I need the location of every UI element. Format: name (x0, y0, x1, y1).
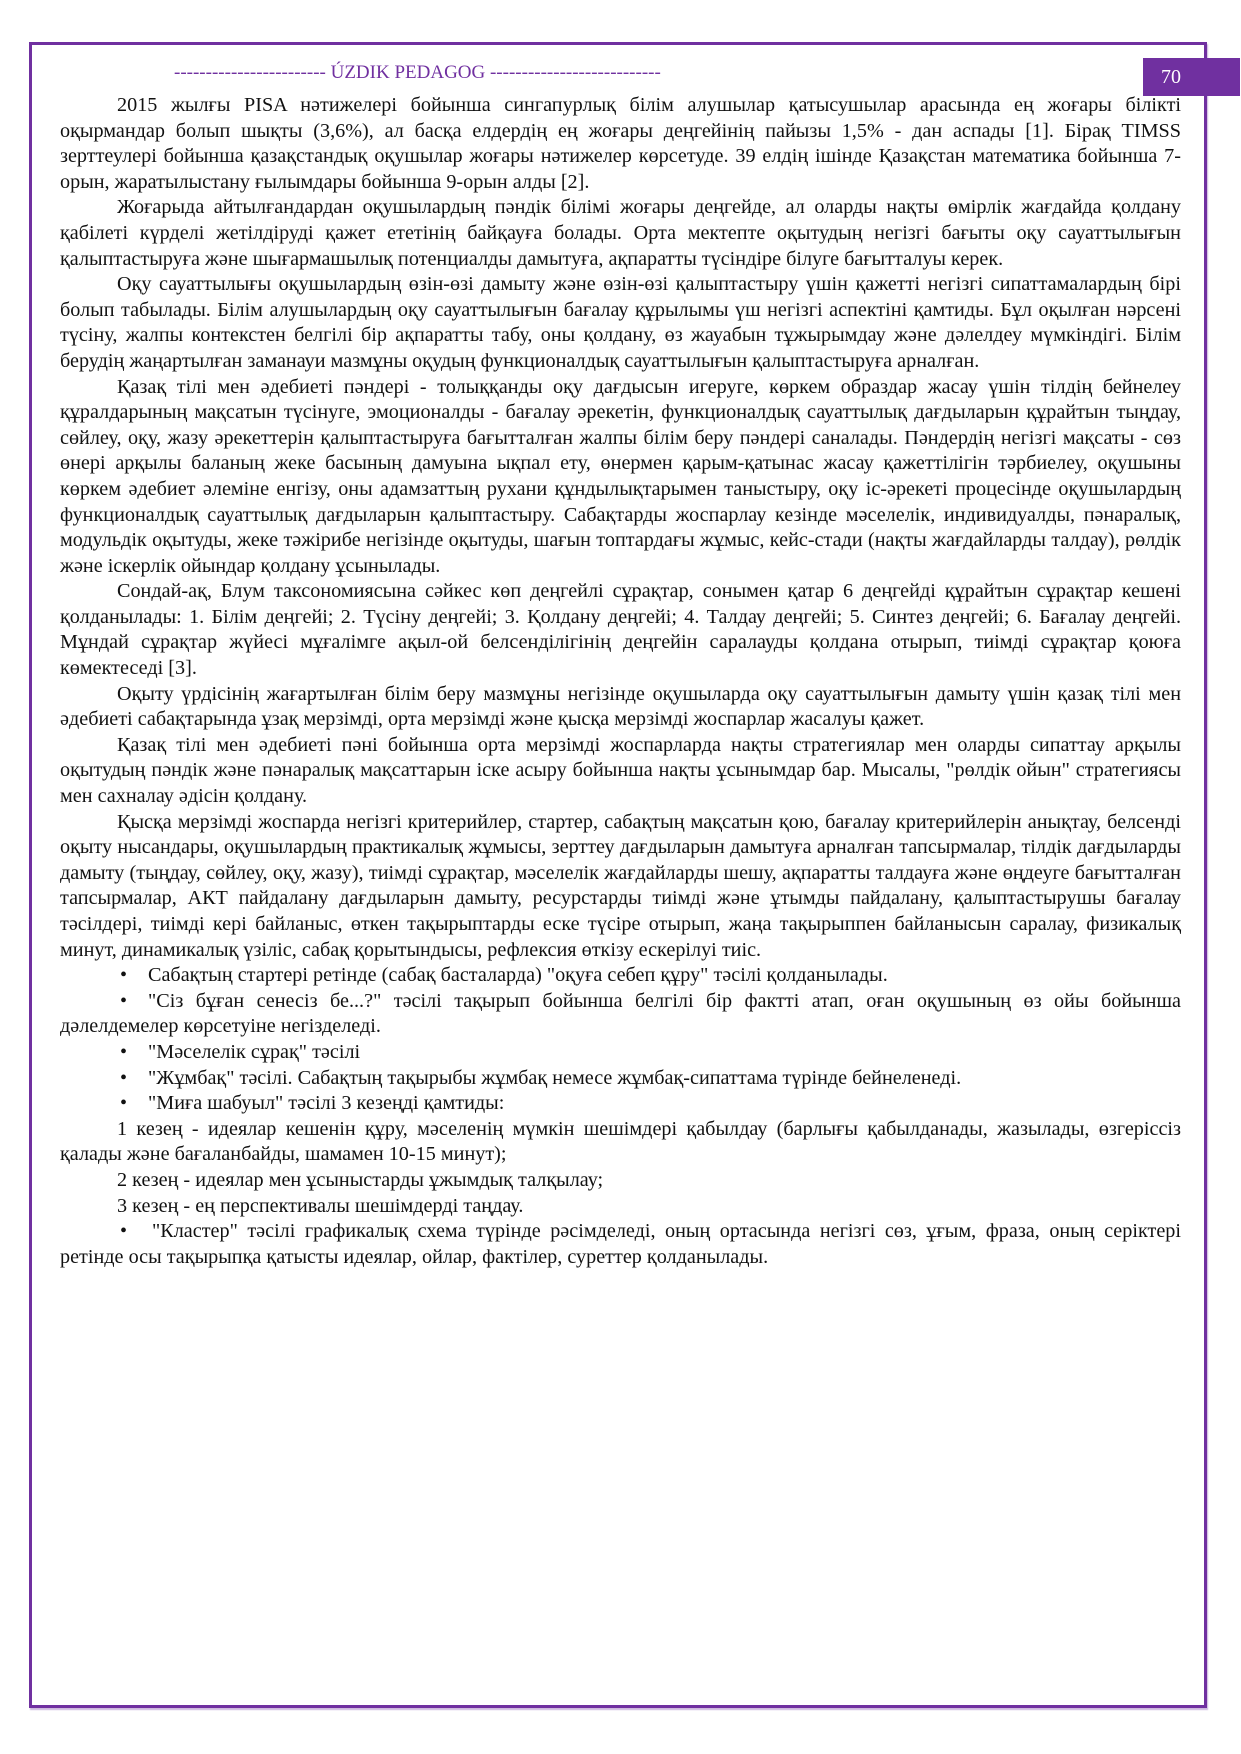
paragraph-pisa-results: 2015 жылғы PISA нәтижелері бойынша сингапурлық білім алушылар қатысушылар арасында ең жоғары білікті оқырмандар болып шықты (3,6%), ал басқа елдердің ең жоғары деңгейінің пайызы 1,5% - дан аспады [1]. Бірақ TIMSS зерттеулері бойынша қазақстандық оқушылар жоғары нәтижелер көрсетуде. 39 елдің ішінде Қазақстан математика бойынша 7-орын, жаратылыстану ғылымдары бойынша 9-орын алды [2]. (60, 94, 1181, 193)
bullet-text: "Сіз бұған сенесіз бе...?" тәсілі тақырып бойынша белгілі бір фактті атап, оған оқушының өз ойы бойынша дәлелдемелер көрсетуіне негізделеді. (60, 989, 1181, 1038)
brainstorm-stage-3: 3 кезең - ең перспективалы шешімдерді таңдау. (117, 1194, 524, 1217)
paragraph-kazakh-language-subjects: Қазақ тілі мен әдебиеті пәндері - толыққанды оқу дағдысын игеруге, көркем образдар жасау үшін тілдің бейнелеу құралдарының мақсатын түсінуге, эмоционалды - бағалау әрекетін, функционалдық сауаттылық дағдыларын құрайтын тыңдау, сөйлеу, оқу, жазу әрекеттерін қалыптастыруға бағытталған жалпы білім беру пәндері саналады. Пәндердің негізгі мақсаты - сөз өнері арқылы баланың жеке басының дамуына ықпал ету, өнермен қарым-қатынас жасау қажеттілігін тәрбиелеу, оқушыны көркем әдебиет әлеміне енгізу, оны адамзаттың рухани құндылықтарымен таныстыру, оқу іс-әрекеті процесінде оқушылардың функционалдық сауаттылық дағдыларын қалыптастыру. Сабақтарды жоспарлау кезінде мәселелік, индивидуалды, пәнаралық, модульдік оқытуды, жеке тәжірибе негізінде оқытуды, шағын топтардағы жұмыс, кейс-стади (нақты жағдайларды талдау), рөлдік және іскерлік ойындар қолдану ұсынылады. (60, 375, 1181, 577)
bullet-icon (120, 1066, 148, 1092)
bullet-icon (120, 1040, 148, 1066)
bullet-item-riddle (60, 1066, 1181, 1092)
bullet-icon (120, 989, 148, 1015)
bullet-text: "Кластер" тәсілі графикалық схема түрінде рәсімделеді, оның ортасында негізгі сөз, ұғым, фраза, оның серіктері ретінде осы тақырыпқа қатысты идеялар, ойлар, фактілер, суреттер қолданылады. (60, 1220, 1181, 1268)
bullet-text: "Жұмбақ" тәсілі. Сабақтың тақырыбы жұмбақ немесе жұмбақ-сипаттама түрінде бейнеленеді. (148, 1066, 962, 1089)
paragraph-short-term-plans: Қысқа мерзімді жоспарда негізгі критерийлер, стартер, сабақтың мақсатын қою, бағалау критерийлерін анықтау, белсенді оқыту нысандары, оқушылардың практикалық жұмысы, зерттеу дағдыларын дамытуға арналған тапсырмалар, тілдік дағдыларды дамыту (тыңдау, сөйлеу, оқу, жазу), тиімді сұрақтар, мәселелік жағдайларды шешу, ақпаратты талдауға және өңдеуге бағытталған тапсырмалар, АКТ пайдалану дағдыларын дамыту, ресурстарды тиімді және ұтымды пайдалану, қалыптастырушы бағалау тәсілдері, тиімді кері байланыс, өткен тақырыптарды еске түсіре отырып, жаңа тақырыппен байланысын саралау, физикалық минут, динамикалық үзіліс, сабақ қорытындысы, рефлексия өткізу ескерілуі тиіс. (60, 810, 1181, 961)
journal-header-title: ------------------------ ÚZDIK PEDAGOG --------------------------- (174, 62, 661, 83)
bullet-item-do-you-believe (60, 989, 1181, 1040)
article-body (60, 93, 1181, 1270)
bullet-item-problem-question (60, 1040, 1181, 1066)
paragraph-subject-knowledge: Жоғарыда айтылғандардан оқушылардың пәндік білімі жоғары деңгейде, ал оларды нақты өмірлік жағдайда қолдану қабілеті күрделі жетілдіруді қажет ететінің байқауға болады. Орта мектепте оқытудың негізгі бағыты оқу сауаттылығын қалыптастыруға және шығармашылық потенциалды дамытуға, ақпаратты түсіндіре білуге бағытталуы керек. (60, 196, 1181, 270)
brainstorm-stage-2: 2 кезең - идеялар мен ұсыныстарды ұжымдық талқылау; (117, 1168, 604, 1191)
page-number-badge: 70 (1143, 58, 1240, 96)
bullet-item-brainstorm (60, 1091, 1181, 1117)
bullet-item-starter (60, 963, 1181, 989)
paragraph-medium-term-plans: Қазақ тілі мен әдебиеті пәні бойынша орта мерзімді жоспарларда нақты стратегиялар мен оларды сипаттау арқылы оқытудың пәндік және пәнаралық мақсаттарын іске асыру бойынша нақты ұсынымдар бар. Мысалы, "рөлдік ойын" стратегиясы мен сахналау әдісін қолдану. (60, 733, 1181, 808)
paragraph-bloom-taxonomy: Сондай-ақ, Блум таксономиясына сәйкес көп деңгейлі сұрақтар, сонымен қатар 6 деңгейді құрайтын сұрақтар кешені қолданылады: 1. Білім деңгейі; 2. Түсіну деңгейі; 3. Қолдану деңгейі; 4. Талдау деңгейі; 5. Синтез деңгейі; 6. Бағалау деңгейі. Мұндай сұрақтар жүйесі мұғалімге ақыл-ой белсенділігінің деңгейін саралауды қолдана отырып, тиімді сұрақтар қоюға көмектеседі [3]. (60, 580, 1181, 680)
bullet-text: Сабақтың стартері ретінде (сабақ басталарда) "оқуға себеп құру" тәсілі қолданылады. (148, 964, 888, 987)
bullet-icon (120, 1091, 148, 1117)
paragraph-learning-process: Оқыту үрдісінің жағартылған білім беру мазмұны негізінде оқушыларда оқу сауаттылығын дамыту үшін қазақ тілі мен әдебиеті сабақтарында ұзақ мерзімді, орта мерзімді және қысқа мерзімді жоспарлар жасалуы қажет. (60, 682, 1181, 731)
bullet-icon (120, 1219, 152, 1245)
bullet-text: "Миға шабуыл" тәсілі 3 кезеңді қамтиды: (148, 1092, 505, 1115)
brainstorm-stage-1: 1 кезең - идеялар кешенін құру, мәселенің мүмкін шешімдері қабылдау (барлығы қабылданады, жазылады, өзгеріссіз қалады және бағаланбайды, шамамен 10-15 минут); (60, 1117, 1181, 1166)
paragraph-reading-literacy: Оқу сауаттылығы оқушылардың өзін-өзі дамыту және өзін-өзі қалыптастыру үшін қажетті негізгі сипаттамалардың бірі болып табылады. Білім алушылардың оқу сауаттылығын бағалау құрылымы үш негізгі аспектіні қамтиды. Бұл оқылған нәрсені түсіну, жалпы контекстен белгілі бір ақпаратты табу, оны қолдану, өз жауабын тұжырымдау және дәлелдеу мүмкіндігі. Білім берудің жаңартылған заманауи мазмұны оқудың функционалдық сауаттылығын қалыптастыруға арналған. (60, 273, 1181, 372)
bullet-text: "Мәселелік сұрақ" тәсілі (148, 1040, 361, 1063)
bullet-item-cluster (60, 1219, 1181, 1270)
bullet-icon (120, 963, 148, 989)
